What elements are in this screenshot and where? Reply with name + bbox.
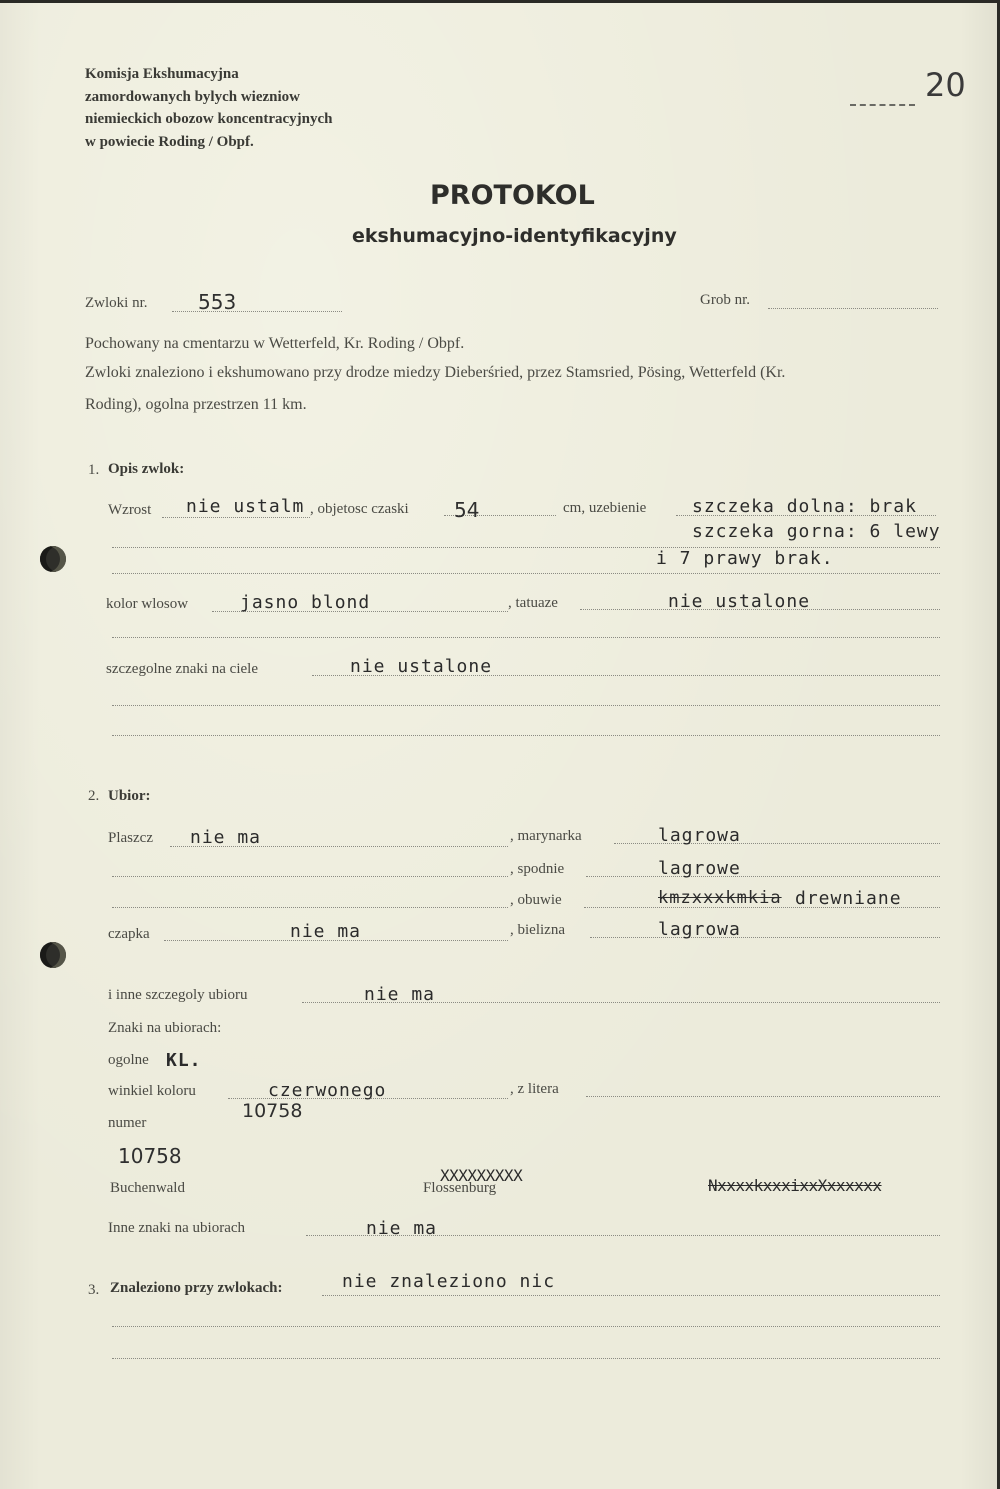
field-line	[112, 705, 940, 706]
field-line	[162, 517, 310, 518]
inne-value: nie ma	[364, 984, 436, 1005]
litera-label: , z litera	[510, 1081, 559, 1097]
discovery-text-cont: Roding), ogolna przestrzen 11 km.	[85, 396, 307, 413]
discovery-text: Zwloki znaleziono i ekshumowano przy drodze miedzy Dieberśried, przez Stamsried, Pösing, Wetterfeld (Kr.	[85, 364, 786, 381]
plaszcz-value: nie ma	[190, 827, 262, 848]
org-header	[85, 63, 332, 153]
numer-value: 10758	[242, 1100, 303, 1122]
org-line: Komisja Ekshumacyjna	[85, 66, 239, 82]
marynarka-value: lagrowa	[658, 825, 741, 846]
grob-label: Grob nr.	[700, 292, 750, 308]
field-line	[768, 308, 938, 309]
field-line	[586, 876, 940, 877]
section-2-heading: Ubior:	[108, 788, 151, 804]
uzebienie-value-2: szczeka gorna: 6 lewy	[692, 521, 941, 542]
znaki-label: szczegolne znaki na ciele	[106, 661, 258, 677]
wlosy-label: kolor wlosow	[106, 596, 189, 612]
page-edge	[0, 0, 1000, 3]
wzrost-value: nie ustalm	[186, 496, 305, 517]
plaszcz-label: Plaszcz	[108, 830, 153, 846]
field-line	[112, 637, 940, 638]
field-line	[322, 1295, 940, 1296]
punch-hole-icon	[40, 942, 66, 968]
section-1-heading: Opis zwlok:	[108, 461, 185, 477]
wzrost-label: Wzrost	[108, 502, 152, 518]
obuwie-label: , obuwie	[510, 892, 562, 908]
czapka-value: nie ma	[290, 921, 362, 942]
obuwie-value: drewniane	[795, 888, 902, 909]
field-line	[112, 1358, 940, 1359]
page-subtitle: ekshumacyjno-identyfikacyjny	[352, 225, 677, 247]
camp-flossenburg: Flossenburg	[423, 1180, 497, 1196]
obuwie-struck: kmzxxxkmkia	[658, 888, 782, 908]
inne-label: i inne szczegoly ubioru	[108, 987, 248, 1003]
field-line	[586, 1096, 940, 1097]
inne-znaki-value: nie ma	[366, 1218, 438, 1239]
page-title: PROTOKOL	[430, 180, 595, 211]
spodnie-value: lagrowe	[658, 858, 741, 879]
field-line	[112, 735, 940, 736]
znaki-value: nie ustalone	[350, 656, 493, 677]
czaszka-label: , objetosc czaski	[310, 501, 409, 517]
org-line: w powiecie Roding / Obpf.	[85, 133, 254, 150]
section-1-number: 1.	[88, 462, 100, 478]
camp-flossenburg-overtype: XXXXXXXXX	[440, 1166, 523, 1185]
org-line: zamordowanych bylych wiezniow	[85, 88, 300, 105]
section-3-number: 3.	[88, 1282, 100, 1298]
marynarka-label: , marynarka	[510, 828, 582, 844]
camp-buchenwald: Buchenwald	[110, 1180, 185, 1196]
camp-struck: NxxxxkxxxixxXxxxxxx	[708, 1176, 882, 1195]
ogolne-label: ogolne	[108, 1052, 149, 1068]
bielizna-label: , bielizna	[510, 922, 565, 938]
org-line: niemieckich obozow koncentracyjnych	[85, 111, 333, 127]
field-line	[112, 1326, 940, 1327]
winkiel-value: czerwonego	[268, 1080, 387, 1101]
wlosy-value: jasno blond	[240, 592, 371, 613]
zwloki-value: 553	[198, 290, 237, 314]
field-line	[112, 573, 940, 574]
page-number-dash	[850, 104, 915, 106]
winkiel-label: winkiel koloru	[108, 1083, 196, 1099]
numer-label: numer	[108, 1115, 147, 1131]
inne-znaki-label: Inne znaki na ubiorach	[108, 1220, 246, 1236]
punch-hole-icon	[40, 546, 66, 572]
uzebienie-value-1: szczeka dolna: brak	[692, 496, 917, 517]
field-line	[112, 907, 508, 908]
bielizna-value: lagrowa	[658, 919, 741, 940]
uzebienie-label: cm, uzebienie	[563, 500, 647, 516]
czaszka-value: 54	[454, 498, 480, 522]
czapka-label: czapka	[108, 926, 150, 942]
spodnie-label: , spodnie	[510, 861, 565, 877]
section-3-heading: Znaleziono przy zwlokach:	[110, 1280, 283, 1296]
znaki-ubiory-label: Znaki na ubiorach:	[108, 1020, 222, 1036]
page-number: 20	[925, 66, 966, 104]
burial-place: Pochowany na cmentarzu w Wetterfeld, Kr. Roding / Obpf.	[85, 335, 465, 352]
tatuaze-value: nie ustalone	[668, 591, 811, 612]
zwloki-label: Zwloki nr.	[85, 295, 148, 311]
section-2-number: 2.	[88, 788, 100, 804]
section-3-value: nie znaleziono nic	[342, 1271, 556, 1292]
numer-handwritten: 10758	[118, 1144, 182, 1168]
ogolne-value: KL.	[166, 1050, 202, 1071]
field-line	[112, 876, 508, 877]
field-line	[590, 937, 940, 938]
uzebienie-value-3: i 7 prawy brak.	[656, 548, 834, 569]
tatuaze-label: , tatuaze	[508, 595, 558, 611]
